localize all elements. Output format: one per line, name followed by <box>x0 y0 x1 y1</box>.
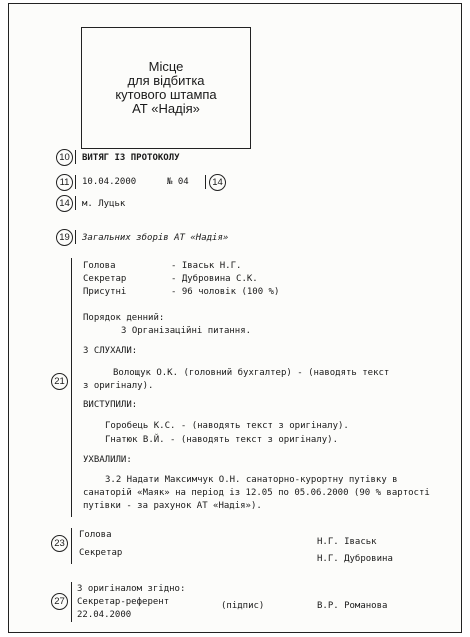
agenda-item: 3 Організаційні питання. <box>121 326 252 336</box>
secretary-label: Секретар <box>83 274 127 284</box>
resolved-label: УХВАЛИЛИ: <box>83 455 132 465</box>
marker-27: 27 <box>51 593 68 610</box>
marker-bar <box>75 175 76 189</box>
marker-bar <box>75 230 76 244</box>
marker-bar <box>75 150 76 164</box>
marker-23: 23 <box>51 535 68 552</box>
resolved-line: 3.2 Надати Максимчук О.Н. санаторно-курортну путівку в <box>105 475 398 485</box>
heard-line: Волощук О.К. (головний бухгалтер) - (наводять текст <box>113 368 390 378</box>
present-label: Присутні <box>83 287 127 297</box>
certification-bar <box>71 582 72 622</box>
sign-secretary-label: Секретар <box>79 548 123 558</box>
marker-bar <box>205 175 206 189</box>
signatures-bar <box>71 528 72 564</box>
marker-21: 21 <box>51 373 68 390</box>
marker-19: 19 <box>56 229 73 246</box>
secretary-value: - Дубровина С.К. <box>171 274 258 284</box>
sign-chair-label: Голова <box>79 530 112 540</box>
stamp-line: Місце <box>148 59 184 74</box>
heard-label: З СЛУХАЛИ: <box>83 346 138 356</box>
stamp-line: АТ «Надія» <box>132 101 200 116</box>
spoke-line: Горобець К.С. - (наводять текст з оригіналу). <box>105 421 349 431</box>
stamp-line: для відбитка <box>127 73 205 88</box>
sign-secretary-name: Н.Г. Дубровина <box>317 554 393 564</box>
marker-14: 14 <box>56 195 73 212</box>
certification-name: В.Р. Романова <box>317 601 388 611</box>
body-bar <box>71 258 72 517</box>
stamp-line: кутового штампа <box>115 87 217 102</box>
agenda-label: Порядок денний: <box>83 313 165 323</box>
marker-12: 14 <box>209 174 226 191</box>
certification-signature: (підпис) <box>221 601 265 611</box>
meeting-name: Загальних зборів АТ «Надія» <box>82 233 229 243</box>
marker-bar <box>75 196 76 210</box>
sign-chair-name: Н.Г. Іваськ <box>317 537 377 547</box>
present-value: - 96 чоловік (100 %) <box>171 287 280 297</box>
marker-10: 10 <box>56 149 73 166</box>
chair-label: Голова <box>83 261 116 271</box>
spoke-line: Гнатюк В.Й. - (наводять текст з оригіналу). <box>105 435 338 445</box>
certification-line: З оригіналом згідно: <box>77 584 186 594</box>
document-place: м. Луцьк <box>82 199 126 209</box>
document-number: № 04 <box>167 177 189 187</box>
stamp-placeholder <box>81 27 251 149</box>
document-date: 10.04.2000 <box>82 177 137 187</box>
document-title: ВИТЯГ ІЗ ПРОТОКОЛУ <box>82 153 180 163</box>
document-page <box>8 3 462 633</box>
certification-date: 22.04.2000 <box>77 610 132 620</box>
resolved-line: путівки - за рахунок АТ «Надія»). <box>83 501 262 511</box>
chair-value: - Іваськ Н.Г. <box>171 261 242 271</box>
heard-line: з оригіналу). <box>83 381 154 391</box>
spoke-label: ВИСТУПИЛИ: <box>83 400 138 410</box>
certification-position: Секретар-референт <box>77 597 170 607</box>
marker-11: 11 <box>56 174 73 191</box>
resolved-line: санаторій «Маяк» на період із 12.05 по 05.06.2000 (90 % вартості <box>83 488 430 498</box>
